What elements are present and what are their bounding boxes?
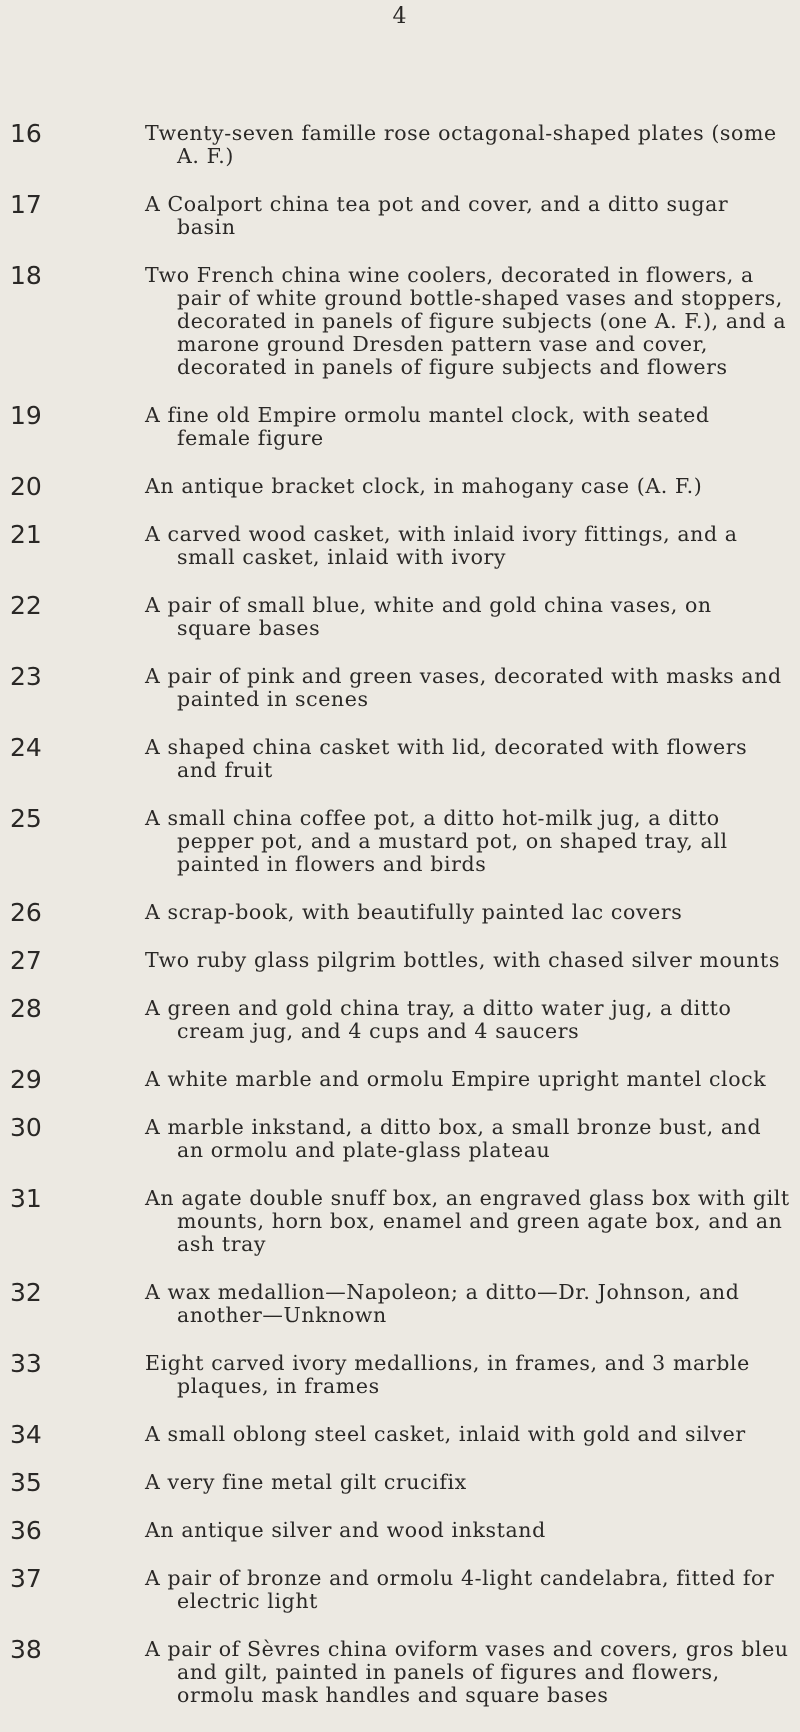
- lot-description: An antique silver and wood inkstand: [145, 1518, 546, 1542]
- lot-number: 28: [10, 994, 42, 1023]
- lot-entry: [10, 946, 790, 975]
- lot-number: 16: [10, 119, 42, 148]
- lot-description: A pair of pink and green vases, decorated with masks and painted in scenes: [145, 664, 782, 711]
- lot-description: A wax medallion—Napoleon; a ditto—Dr. Johnson, and another—Unknown: [145, 1280, 740, 1327]
- lot-description: A pair of small blue, white and gold china vases, on square bases: [145, 593, 712, 640]
- lot-number: 35: [10, 1468, 42, 1497]
- lot-description: A green and gold china tray, a ditto water jug, a ditto cream jug, and 4 cups and 4 saucers: [145, 996, 732, 1043]
- lot-list: [0, 119, 800, 1732]
- lot-entry: [10, 520, 790, 569]
- lot-entry: [10, 472, 790, 501]
- lot-entry: [10, 1349, 790, 1398]
- lot-description: A Coalport china tea pot and cover, and a ditto sugar basin: [145, 192, 729, 239]
- lot-entry: [10, 733, 790, 782]
- lot-description: A pair of Sèvres china oviform vases and covers, gros bleu and gilt, painted in panels of figures and flowers, ormolu mask handles and square bases: [145, 1637, 789, 1707]
- lot-entry: [10, 261, 790, 379]
- lot-entry: [10, 1635, 790, 1707]
- lot-entry: [10, 1278, 790, 1327]
- lot-description: A small oblong steel casket, inlaid with gold and silver: [145, 1422, 746, 1446]
- lot-number: 18: [10, 261, 42, 290]
- lot-entry: [10, 401, 790, 450]
- lot-description: A shaped china casket with lid, decorated with flowers and fruit: [145, 735, 748, 782]
- lot-number: 23: [10, 662, 42, 691]
- lot-description: A fine old Empire ormolu mantel clock, with seated female figure: [145, 403, 710, 450]
- lot-description: A pair of bronze and ormolu 4-light candelabra, fitted for electric light: [145, 1566, 775, 1613]
- lot-number: 20: [10, 472, 42, 501]
- page-number: 4: [392, 4, 408, 29]
- lot-number: 17: [10, 190, 42, 219]
- lot-number: 21: [10, 520, 42, 549]
- lot-number: 27: [10, 946, 42, 975]
- lot-description: A small china coffee pot, a ditto hot-milk jug, a ditto pepper pot, and a mustard pot, on shaped tray, all painted in flowers and birds: [145, 806, 728, 876]
- lot-entry: [10, 898, 790, 927]
- lot-number: 32: [10, 1278, 42, 1307]
- lot-number: 29: [10, 1065, 42, 1094]
- lot-entry: [10, 1113, 790, 1162]
- lot-number: 22: [10, 591, 42, 620]
- lot-entry: [10, 591, 790, 640]
- lot-number: 33: [10, 1349, 42, 1378]
- lot-entry: [10, 1420, 790, 1449]
- lot-number: 30: [10, 1113, 42, 1142]
- lot-number: 26: [10, 898, 42, 927]
- lot-description: Two French china wine coolers, decorated in flowers, a pair of white ground bottle-shaped vases and stoppers, decorated in panels of figure subjects (one A. F.), and a marone ground Dresden pattern vase and cover, decorated in panels of figure subjects and flowers: [145, 263, 787, 379]
- lot-description: A marble inkstand, a ditto box, a small bronze bust, and an ormolu and plate-glass plateau: [145, 1115, 762, 1162]
- lot-number: 37: [10, 1564, 42, 1593]
- lot-entry: [10, 1564, 790, 1613]
- lot-description: An agate double snuff box, an engraved glass box with gilt mounts, horn box, enamel and green agate box, and an ash tray: [145, 1186, 790, 1256]
- lot-number: 24: [10, 733, 42, 762]
- lot-entry: [10, 662, 790, 711]
- lot-description: Two ruby glass pilgrim bottles, with chased silver mounts: [145, 948, 780, 972]
- lot-entry: [10, 1184, 790, 1256]
- lot-entry: [10, 119, 790, 168]
- lot-entry: [10, 1468, 790, 1497]
- lot-number: 25: [10, 804, 42, 833]
- lot-number: 19: [10, 401, 42, 430]
- lot-description: A scrap-book, with beautifully painted lac covers: [145, 900, 683, 924]
- lot-description: Eight carved ivory medallions, in frames, and 3 marble plaques, in frames: [145, 1351, 750, 1398]
- lot-description: A carved wood casket, with inlaid ivory fittings, and a small casket, inlaid with ivory: [145, 522, 738, 569]
- lot-number: 34: [10, 1420, 42, 1449]
- lot-description: Twenty-seven famille rose octagonal-shaped plates (some A. F.): [145, 121, 777, 168]
- lot-entry: [10, 994, 790, 1043]
- lot-entry: [10, 804, 790, 876]
- lot-entry: [10, 1065, 790, 1094]
- lot-entry: [10, 190, 790, 239]
- lot-number: 38: [10, 1635, 42, 1664]
- lot-description: A white marble and ormolu Empire upright mantel clock: [145, 1067, 767, 1091]
- lot-number: 36: [10, 1516, 42, 1545]
- lot-number: 31: [10, 1184, 42, 1213]
- lot-description: An antique bracket clock, in mahogany case (A. F.): [145, 474, 703, 498]
- lot-description: A very fine metal gilt crucifix: [145, 1470, 467, 1494]
- lot-entry: [10, 1516, 790, 1545]
